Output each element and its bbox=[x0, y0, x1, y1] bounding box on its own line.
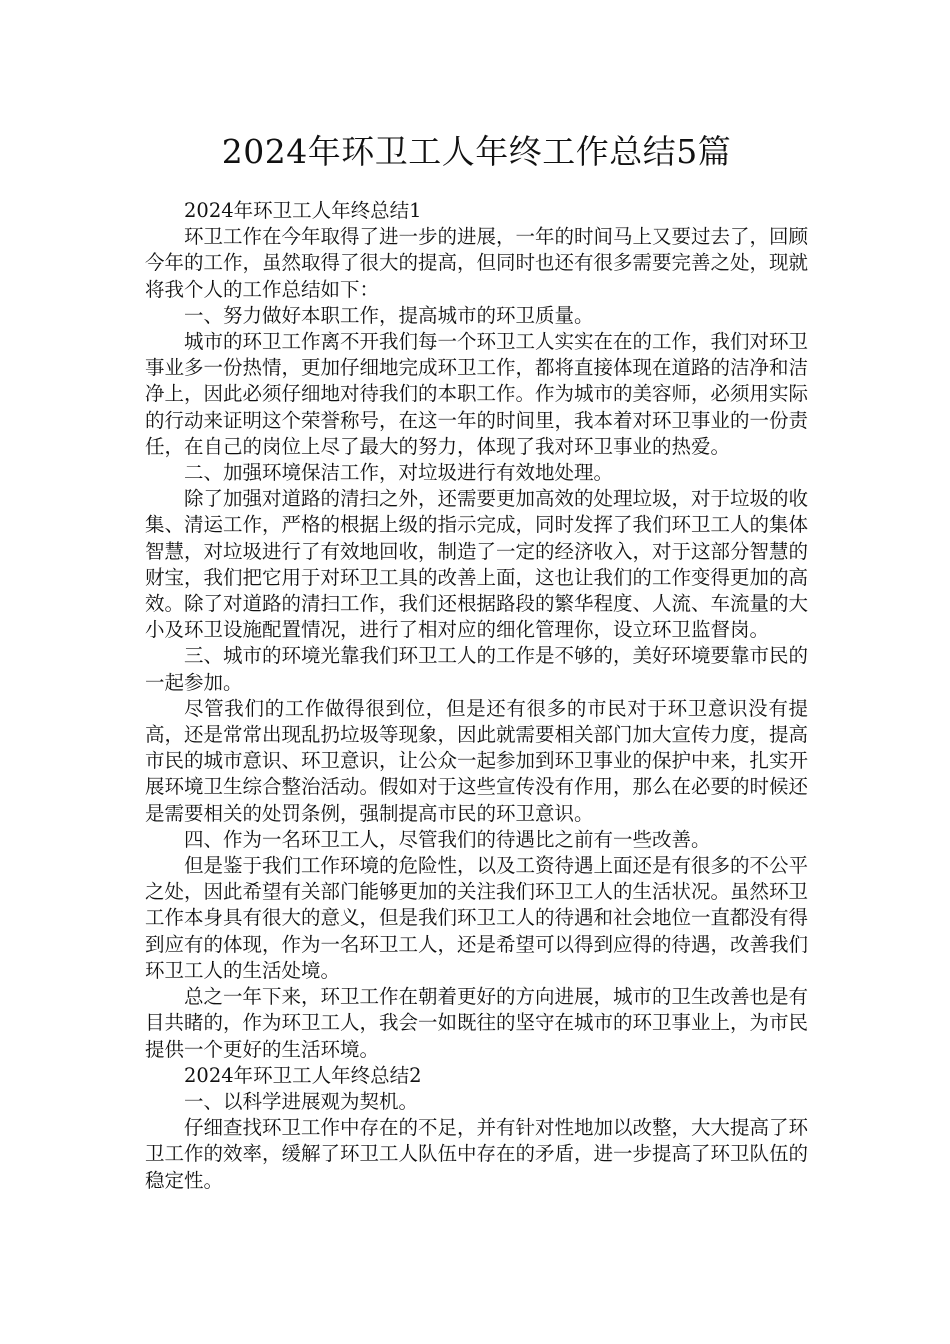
section-heading-2: 2024年环卫工人年终总结2 bbox=[184, 1063, 422, 1087]
paragraph: 除了加强对道路的清扫之外，还需要更加高效的处理垃圾，对于垃圾的收集、清运工作，严格的根据上级的指示完成，同时发挥了我们环卫工人的集体智慧，对垃圾进行了有效地回收，制造了一定的经济收入，对于这部分智慧的财宝，我们把它用于对环卫工具的改善上面，这也让我们的工作变得更加的高效。除了对道路的清扫工作，我们还根据路段的繁华程度、人流、车流量的大小及环卫设施配置情况，进行了相对应的细化管理你，设立环卫监督岗。 bbox=[145, 487, 809, 642]
paragraph: 环卫工作在今年取得了进一步的进展，一年的时间马上又要过去了，回顾今年的工作，虽然取得了很大的提高，但同时也还有很多需要完善之处，现就将我个人的工作总结如下： bbox=[145, 225, 809, 301]
subheading: 一、努力做好本职工作，提高城市的环卫质量。 bbox=[184, 303, 594, 327]
subheading: 一、以科学进展观为契机。 bbox=[184, 1089, 419, 1113]
section-heading-1: 2024年环卫工人年终总结1 bbox=[184, 199, 422, 222]
paragraph: 城市的环卫工作离不开我们每一个环卫工人实实在在的工作，我们对环卫事业多一份热情，更加仔细地完成环卫工作，都将直接体现在道路的洁净和洁净上，因此必须仔细地对待我们的本职工作。作为城市的美容师，必须用实际的行动来证明这个荣誉称号，在这一年的时间里，我本着对环卫事业的一份责任，在自己的岗位上尽了最大的努力，体现了我对环卫事业的热爱。 bbox=[145, 330, 809, 458]
paragraph: 仔细查找环卫工作中存在的不足，并有针对性地加以改整，大大提高了环卫工作的效率，缓解了环卫工人队伍中存在的矛盾，进一步提高了环卫队伍的稳定性。 bbox=[145, 1116, 809, 1192]
paragraph: 但是鉴于我们工作环境的危险性，以及工资待遇上面还是有很多的不公平之处，因此希望有关部门能够更加的关注我们环卫工人的生活状况。虽然环卫工作本身具有很大的意义，但是我们环卫工人的待遇和社会地位一直都没有得到应有的体现，作为一名环卫工人，还是希望可以得到应得的待遇，改善我们环卫工人的生活处境。 bbox=[145, 854, 809, 982]
document-title: 2024年环卫工人年终工作总结5篇 bbox=[221, 132, 732, 171]
subheading: 四、作为一名环卫工人，尽管我们的待遇比之前有一些改善。 bbox=[184, 827, 711, 851]
paragraph: 尽管我们的工作做得很到位，但是还有很多的市民对于环卫意识没有提高，还是常常出现乱扔垃圾等现象，因此就需要相关部门加大宣传力度，提高市民的城市意识、环卫意识，让公众一起参加到环卫事业的保护中来，扎实开展环境卫生综合整治活动。假如对于这些宣传没有作用，那么在必要的时候还是需要相关的处罚条例，强制提高市民的环卫意识。 bbox=[145, 696, 809, 825]
document-page bbox=[145, 128, 808, 1194]
subheading: 二、加强环境保洁工作，对垃圾进行有效地处理。 bbox=[184, 461, 614, 485]
subheading: 三、城市的环境光靠我们环卫工人的工作是不够的，美好环境要靠市民的一起参加。 bbox=[145, 644, 809, 694]
document-body bbox=[145, 198, 808, 1194]
paragraph: 总之一年下来，环卫工作在朝着更好的方向进展，城市的卫生改善也是有目共睹的，作为环卫工人，我会一如既往的坚守在城市的环卫事业上，为市民提供一个更好的生活环境。 bbox=[145, 985, 809, 1061]
